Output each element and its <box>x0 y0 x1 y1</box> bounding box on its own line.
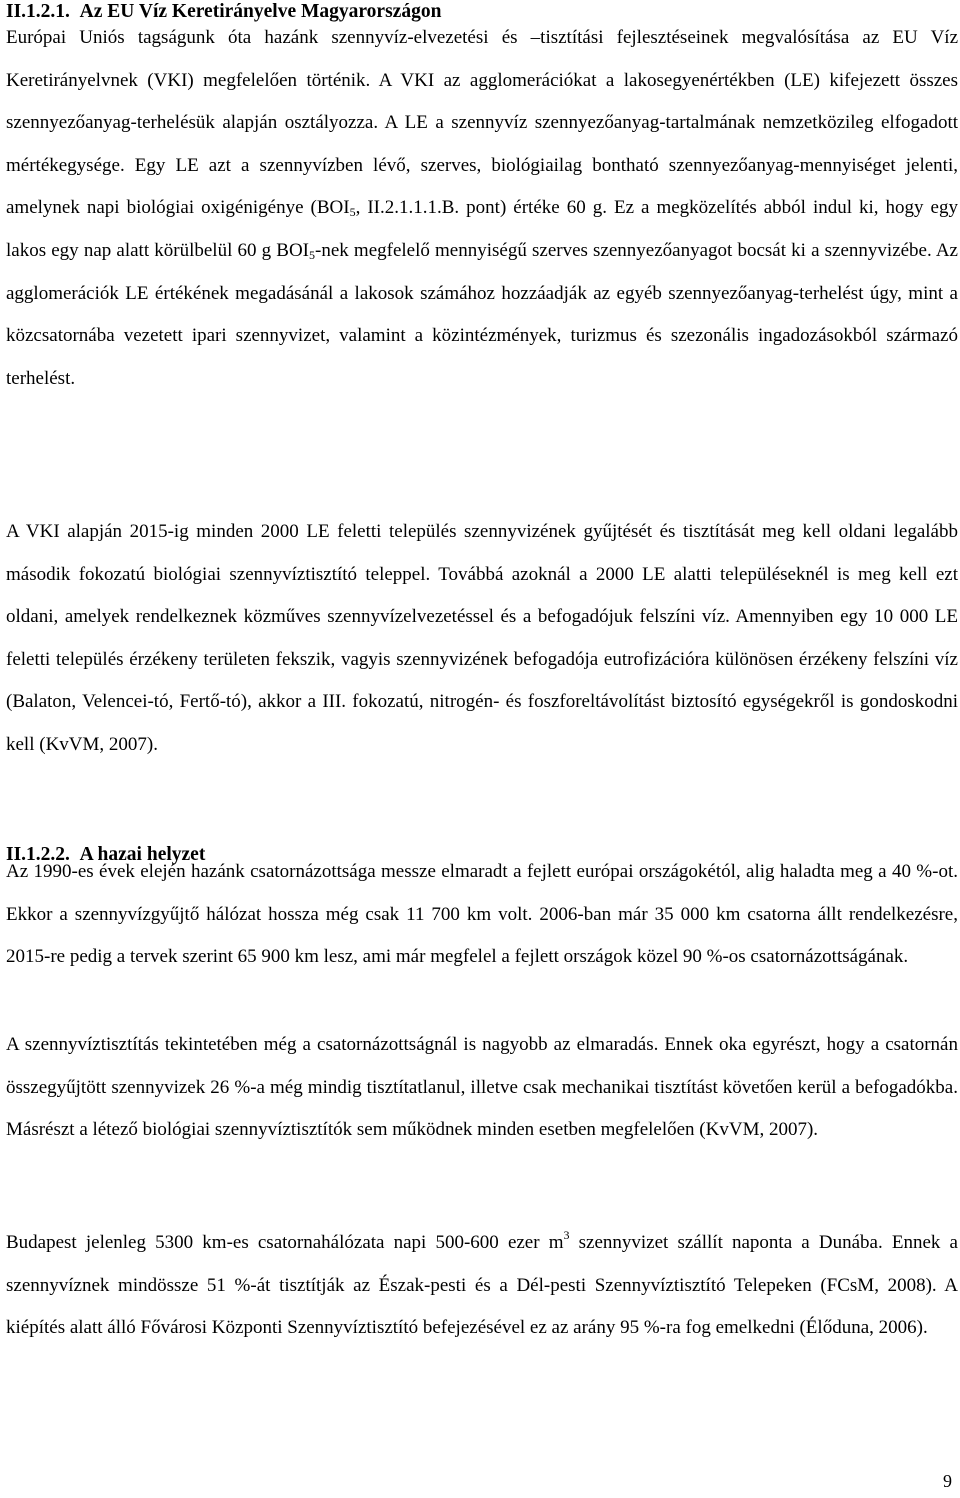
paragraph-text: -nek megfelelő mennyiségű szerves szennyezőanyagot bocsát ki a szennyvizébe. Az agglomerációk LE értékének megadásánál a lakosok számához hozzáadják az egyéb szennyezőanyag-terhelést úgy, mint a közcsatornába vezetett ipari szennyvizet, valamint a közintézmények, turizmus és szezonális ingadozásokból származó terhelést. <box>6 239 958 389</box>
paragraph-text: szennyvizet szállít naponta a Dunába. Ennek a szennyvíznek mindössze 51 %-át tisztítják az Észak-pesti és a Dél-pesti Szennyvíztisztító Telepeken (FCsM, 2008). A kiépítés alatt álló Fővárosi Központi Szennyvíztisztító befejezésével ez az arány 95 %-ra fog emelkedni (Élődunа, 2006). <box>6 1232 958 1339</box>
page-number: 9 <box>943 1471 952 1491</box>
section-heading-hazai-helyzet: II.1.2.2. A hazai helyzet <box>6 844 206 865</box>
superscript: 3 <box>563 1228 570 1242</box>
paragraph-text: , II.2.1.1.1.B. pont) értéke 60 g. Ez a megközelítés abból indul ki, hogy egy lakos egy nap alatt körülbelül 60 g BOI <box>6 197 958 261</box>
subscript: 5 <box>309 247 316 262</box>
paragraph-vki-le <box>6 17 958 400</box>
section-heading-eu-wfd: II.1.2.1. Az EU Víz Keretirányelve Magyarországon <box>6 1 442 22</box>
paragraph-budapest <box>6 1222 958 1350</box>
subscript: 5 <box>349 205 356 220</box>
paragraph-text: Budapest jelenleg 5300 km-es csatornahálózata napi 500-600 ezer m <box>6 1232 564 1253</box>
paragraph-szennyviztisztitas: A szennyvíztisztítás tekintetében még a csatornázottságnál is nagyobb az elmaradás. Ennek oka egyrészt, hogy a csatornán összegyűjtött szennyvizek 26 %-a még mindig tisztítatlanul, illetve csak mechanikai tisztítást követően kerül a befogadókba. Másrészt a létező biológiai szennyvíztisztítók sem működnek minden esetben megfelelően (KvVM, 2007). <box>6 1034 958 1141</box>
paragraph-vki-2015: A VKI alapján 2015-ig minden 2000 LE feletti település szennyvizének gyűjtését és tisztítását meg kell oldani legalább második fokozatú biológiai szennyvíztisztító teleppel. Továbbá azoknál a 2000 LE alatti településeknél is meg kell ezt oldani, amelyek rendelkeznek közműves szennyvízelvezetéssel és a befogadójuk felszíni víz. Amennyiben egy 10 000 LE feletti település érzékeny területen fekszik, vagyis szennyvizének befogadója eutrofizációra különösen érzékeny felszíni víz (Balaton, Velencei-tó, Fertő-tó), akkor a III. fokozatú, nitrogén- és foszforeltávolítást biztosító egységekről is gondoskodni kell (KvVM, 2007). <box>6 521 958 755</box>
paragraph-text: Európai Uniós tagságunk óta hazánk szennyvíz-elvezetési és –tisztítási fejlesztéseinek megvalósítása az EU Víz Keretirányelvnek (VKI) megfelelően történik. A VKI az agglomerációkat a lakosegyenértékben (LE) kifejezett összes szennyezőanyag-terhelésük alapján osztályozza. A LE a szennyvíz szennyezőanyag-tartalmának nemzetközileg elfogadott mértékegysége. Egy LE azt a szennyvízben lévő, szerves, biológiailag bontható szennyezőanyag-mennyiséget jelenti, amelynek napi biológiai oxigénigénye (BOI <box>6 27 958 219</box>
paragraph-csatornazottsag: Az 1990-es évek elején hazánk csatornázottsága messze elmaradt a fejlett európai országokétól, alig haladta meg a 40 %-ot. Ekkor a szennyvízgyűjtő hálózat hossza még csak 11 700 km volt. 2006-ban már 35 000 km csatorna állt rendelkezésre, 2015-re pedig a tervek szerint 65 900 km lesz, ami már megfelel a fejlett országok közel 90 %-os csatornázottságának. <box>6 861 958 968</box>
